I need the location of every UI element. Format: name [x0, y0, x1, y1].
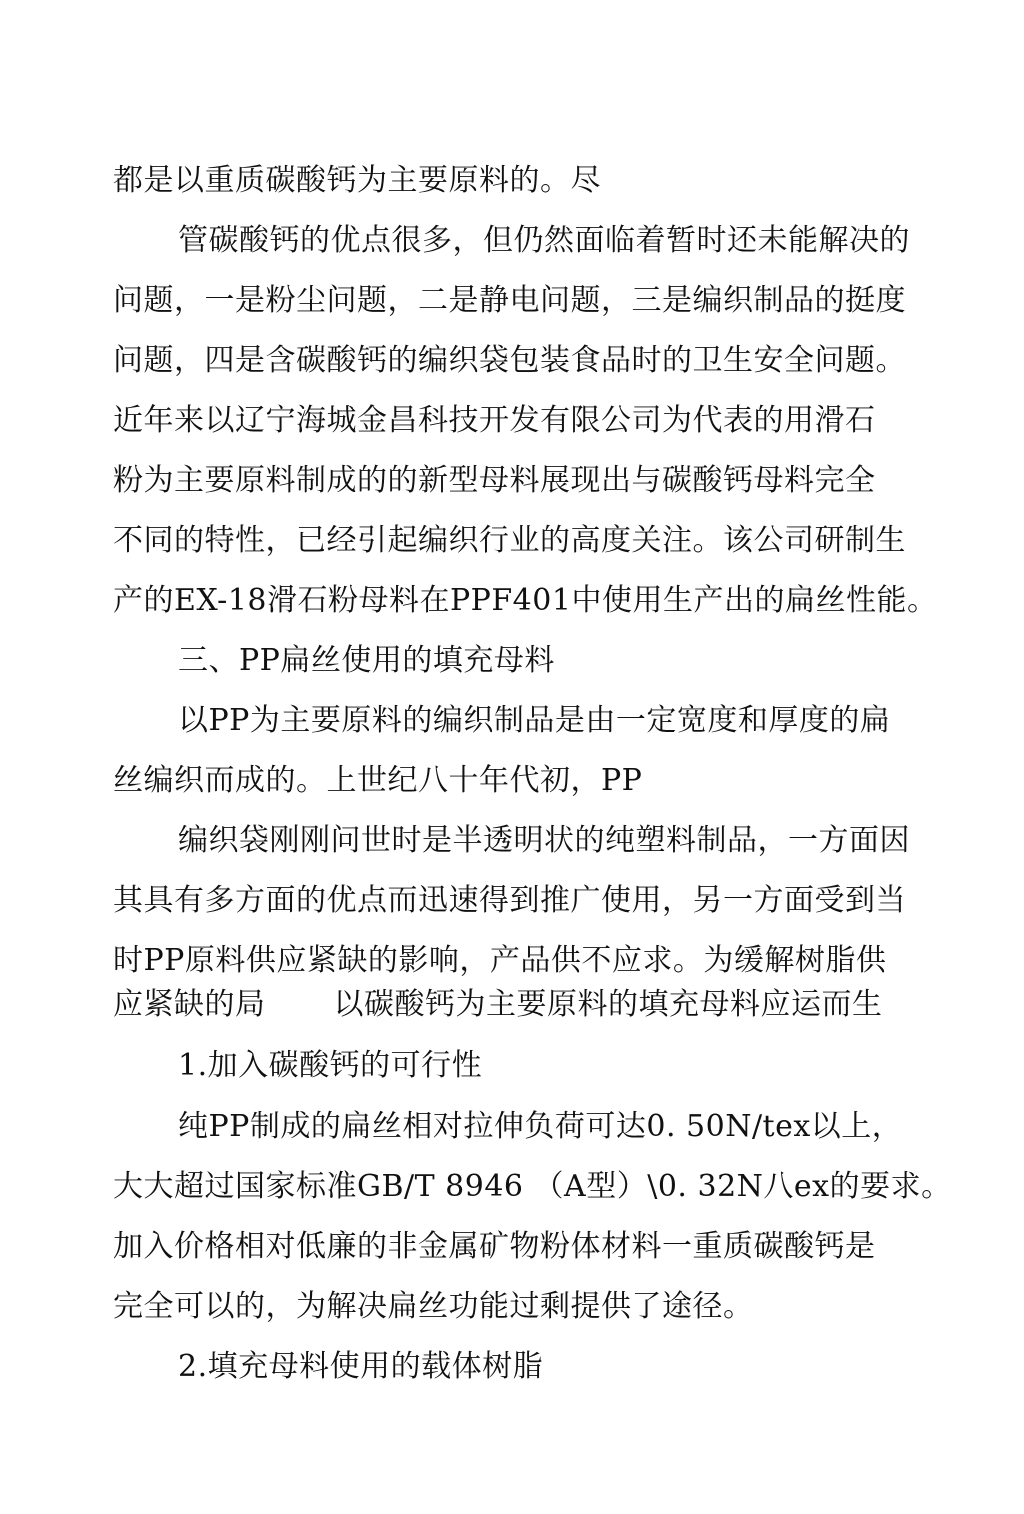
text-line-14: 时PP原料供应紧缺的影响，产品供不应求。为缓解树脂供 — [113, 943, 887, 978]
text-line-1: 都是以重质碳酸钙为主要原料的。尽 — [113, 163, 601, 198]
section-heading-3: 三、PP扁丝使用的填充母料 — [178, 643, 555, 678]
text-line-2: 管碳酸钙的优点很多，但仍然面临着暂时还未能解决的 — [178, 223, 910, 258]
text-line-19: 加入价格相对低廉的非金属矿物粉体材料一重质碳酸钙是 — [113, 1229, 876, 1264]
text-line-15-part-1: 应紧缺的局 — [113, 987, 266, 1022]
text-line-18: 大大超过国家标准GB/T 8946 （A型）\0. 32N八ex的要求。 — [113, 1169, 952, 1204]
text-line-10: 以PP为主要原料的编织制品是由一定宽度和厚度的扁 — [178, 703, 891, 738]
subheading-1: 1.加入碳酸钙的可行性 — [178, 1048, 483, 1083]
text-line-13: 其具有多方面的优点而迅速得到推广使用，另一方面受到当 — [113, 883, 906, 918]
text-line-7: 不同的特性，已经引起编织行业的高度关注。该公司研制生 — [113, 523, 906, 558]
text-line-17: 纯PP制成的扁丝相对拉伸负荷可达0. 50N/tex以上， — [178, 1109, 903, 1144]
text-line-11: 丝编织而成的。上世纪八十年代初，PP — [113, 763, 643, 798]
text-line-8: 产的EX-18滑石粉母料在PPF401中使用生产出的扁丝性能。 — [113, 583, 938, 618]
subheading-2: 2.填充母料使用的载体树脂 — [178, 1349, 544, 1384]
text-line-20: 完全可以的，为解决扁丝功能过剩提供了途径。 — [113, 1289, 754, 1324]
text-line-6: 粉为主要原料制成的的新型母料展现出与碳酸钙母料完全 — [113, 463, 876, 498]
text-line-15-part-2: 以碳酸钙为主要原料的填充母料应运而生 — [333, 987, 883, 1022]
text-line-3: 问题，一是粉尘问题，二是静电问题，三是编织制品的挺度 — [113, 283, 906, 318]
text-line-12: 编织袋刚刚问世时是半透明状的纯塑料制品，一方面因 — [178, 823, 910, 858]
text-line-5: 近年来以辽宁海城金昌科技开发有限公司为代表的用滑石 — [113, 403, 876, 438]
text-line-4: 问题，四是含碳酸钙的编织袋包装食品时的卫生安全问题。 — [113, 343, 906, 378]
text-line-15 — [113, 985, 883, 1025]
